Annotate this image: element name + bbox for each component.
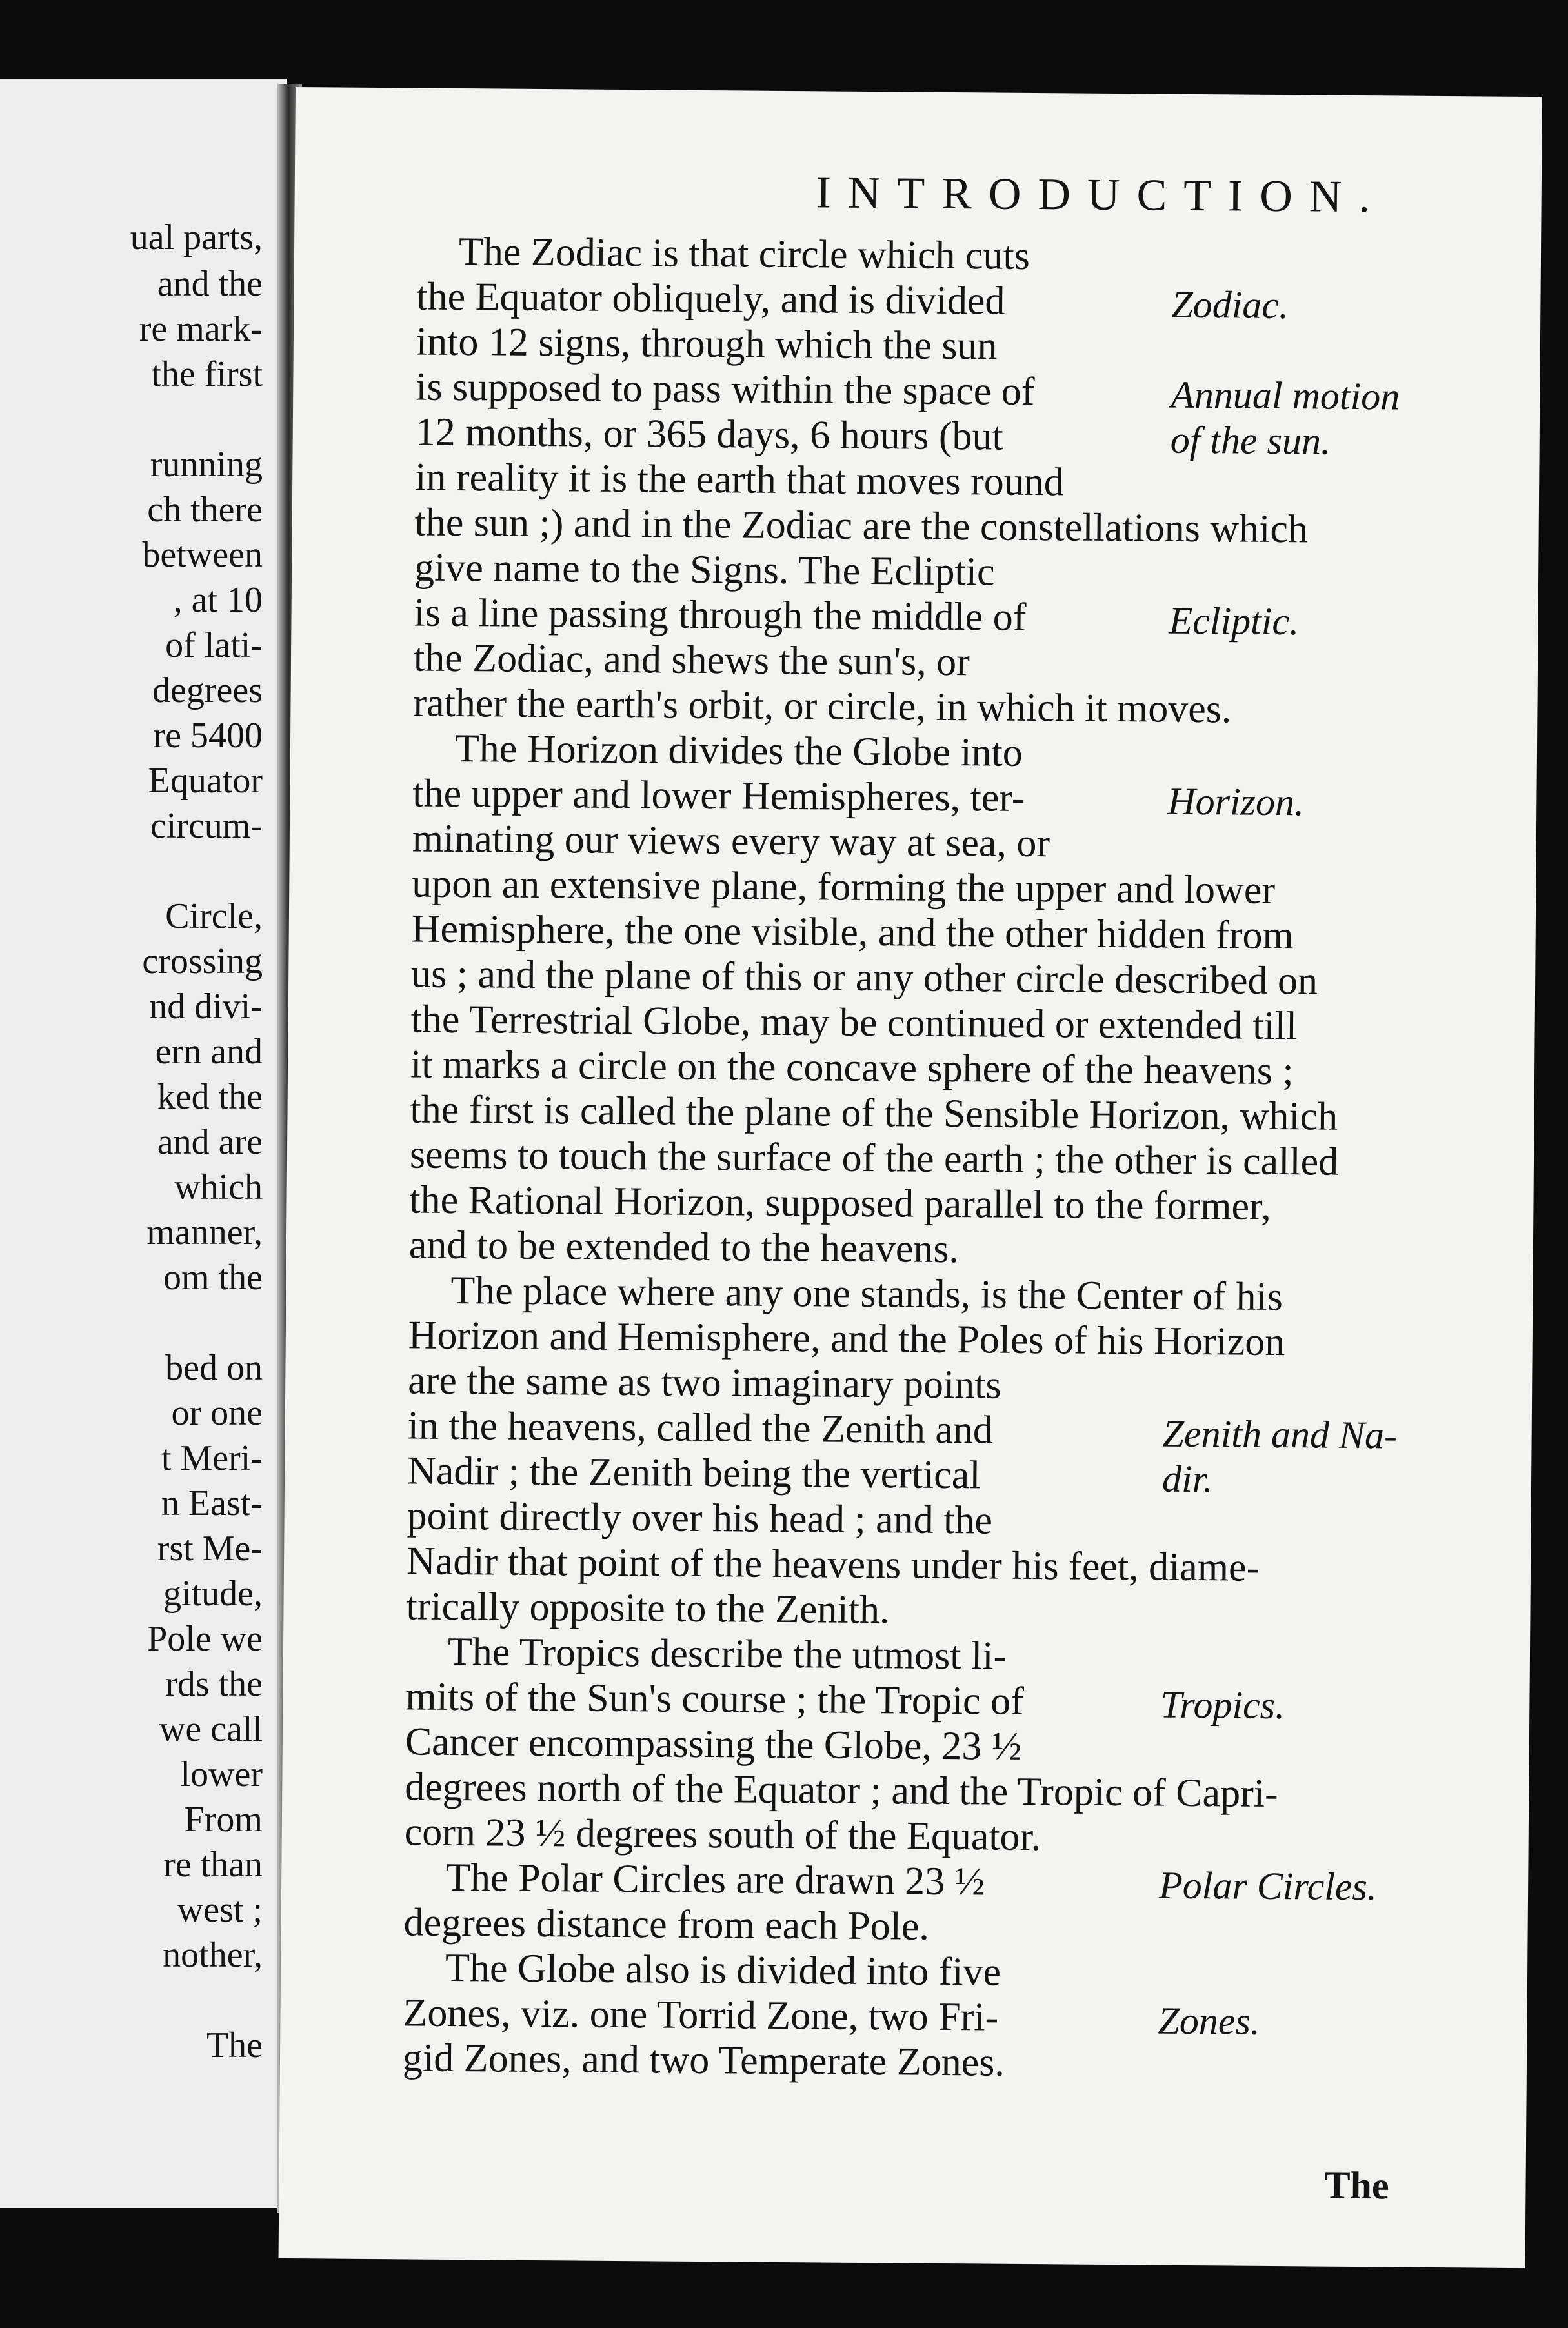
margin-note-zenith-nadir: dir. [1161, 1457, 1213, 1501]
body-line: is supposed to pass within the space of [416, 365, 1035, 414]
left-line: or one [171, 1393, 263, 1433]
body-line: degrees distance from each Pole. [403, 1900, 930, 1949]
left-line: t Meri- [161, 1438, 263, 1478]
margin-note-zodiac: Zodiac. [1171, 283, 1289, 327]
left-line: Equator [148, 761, 263, 801]
body-line: the first is called the plane of the Sensible Horizon, which [410, 1087, 1338, 1139]
left-line: of lati- [165, 625, 263, 665]
left-line: lower [180, 1754, 263, 1794]
body-line: minating our views every way at sea, or [412, 816, 1050, 866]
body-line: Zones, viz. one Torrid Zone, two Fri- [403, 1991, 999, 2040]
left-line: we call [159, 1709, 263, 1749]
left-line: circum- [150, 806, 263, 846]
body-line: in the heavens, called the Zenith and [407, 1403, 994, 1452]
body-line: are the same as two imaginary points [407, 1358, 1001, 1407]
body-line: corn 23 ½ degrees south of the Equator. [404, 1810, 1041, 1860]
body-line: it marks a circle on the concave sphere of the heavens ; [410, 1042, 1294, 1094]
left-line: and the [157, 264, 263, 304]
body-line: into 12 signs, through which the sun [416, 319, 998, 368]
left-line: ked the [157, 1077, 263, 1117]
margin-note-horizon: Horizon. [1167, 779, 1305, 824]
body-line: the sun ;) and in the Zodiac are the constellations which [414, 500, 1309, 552]
body-line: seems to touch the surface of the earth ; the other is called [409, 1132, 1339, 1184]
left-line: nd divi- [149, 987, 263, 1027]
catchword: The [1324, 2163, 1389, 2207]
left-line: re mark- [139, 309, 263, 349]
body-line: point directly over his head ; and the [407, 1494, 993, 1543]
body-line: mits of the Sun's course ; the Tropic of [405, 1674, 1025, 1723]
body-line: us ; and the plane of this or any other circle described on [410, 952, 1318, 1003]
left-line: running [150, 445, 263, 485]
left-line: which [174, 1167, 263, 1207]
body-line: Nadir that point of the heavens under his feet, diame- [406, 1539, 1260, 1590]
body-line: the upper and lower Hemispheres, ter- [412, 771, 1025, 820]
margin-note-polar-circles: Polar Circles. [1158, 1863, 1378, 1909]
left-line: om the [163, 1258, 263, 1298]
running-head: INTRODUCTION. [816, 168, 1387, 223]
body-line: The Tropics describe the utmost li- [447, 1629, 1007, 1678]
left-line: , at 10 [173, 580, 263, 620]
body-line: The Horizon divides the Globe into [454, 726, 1023, 775]
body-line: give name to the Signs. The Ecliptic [414, 545, 995, 594]
margin-note-annual-motion: of the sun. [1170, 418, 1331, 463]
left-line: ern and [155, 1032, 263, 1072]
left-line: gitude, [163, 1574, 263, 1614]
margin-note-tropics: Tropics. [1160, 1683, 1285, 1727]
body-line: the Zodiac, and shews the sun's, or [413, 636, 970, 685]
left-line: between [142, 535, 263, 575]
body-line: Horizon and Hemisphere, and the Poles of his Horizon [408, 1313, 1285, 1365]
left-line: crossing [142, 941, 263, 981]
left-line: manner, [146, 1212, 263, 1252]
left-line: and are [157, 1122, 263, 1162]
left-line: ch there [147, 490, 263, 530]
left-line: bed on [165, 1348, 263, 1388]
left-page [0, 79, 287, 2208]
body-line: rather the earth's orbit, or circle, in which it moves. [413, 681, 1232, 732]
left-line: rds the [165, 1664, 263, 1704]
body-line: the Rational Horizon, supposed parallel to the former, [409, 1178, 1272, 1229]
left-line: the first [151, 354, 263, 394]
body-line: Nadir ; the Zenith being the vertical [407, 1449, 981, 1498]
left-line: degrees [152, 670, 263, 710]
body-line: 12 months, or 365 days, 6 hours (but [415, 410, 1004, 459]
body-line: The Polar Circles are drawn 23 ½ [445, 1855, 985, 1904]
body-line: gid Zones, and two Temperate Zones. [402, 2036, 1005, 2085]
margin-note-zones: Zones. [1158, 1999, 1261, 2043]
body-line: the Terrestrial Globe, may be continued or extended till [410, 997, 1298, 1049]
margin-note-annual-motion: Annual motion [1171, 373, 1400, 418]
body-line: the Equator obliquely, and is divided [416, 274, 1005, 323]
body-line: The Globe also is divided into five [445, 1945, 1001, 1994]
left-line: ual parts, [130, 217, 263, 257]
body-line: is a line passing through the middle of [414, 590, 1027, 639]
body-line: in reality it is the earth that moves round [414, 455, 1065, 505]
left-line: nother, [163, 1935, 263, 1975]
body-line: trically opposite to the Zenith. [406, 1584, 890, 1632]
margin-note-zenith-nadir: Zenith and Na- [1162, 1412, 1398, 1457]
left-line: west ; [177, 1890, 263, 1930]
left-line: re than [163, 1845, 263, 1885]
left-line: Pole we [147, 1619, 263, 1659]
body-line: upon an extensive plane, forming the upper and lower [412, 861, 1276, 912]
left-line: From [184, 1800, 263, 1840]
left-line: The [206, 2025, 263, 2065]
body-line: degrees north of the Equator ; and the Tropic of Capri- [405, 1765, 1278, 1816]
left-line: n East- [161, 1483, 263, 1523]
body-line: The Zodiac is that circle which cuts [458, 229, 1030, 278]
body-line: Hemisphere, the one visible, and the other hidden from [411, 907, 1294, 958]
left-line: rst Me- [157, 1529, 263, 1569]
margin-note-ecliptic: Ecliptic. [1169, 599, 1300, 643]
body-line: and to be extended to the heavens. [408, 1223, 960, 1272]
right-page [279, 87, 1542, 2268]
left-line: re 5400 [153, 716, 263, 756]
left-line: Circle, [165, 896, 263, 936]
body-line: The place where any one stands, is the Center of his [450, 1268, 1283, 1320]
body-line: Cancer encompassing the Globe, 23 ½ [405, 1720, 1022, 1769]
